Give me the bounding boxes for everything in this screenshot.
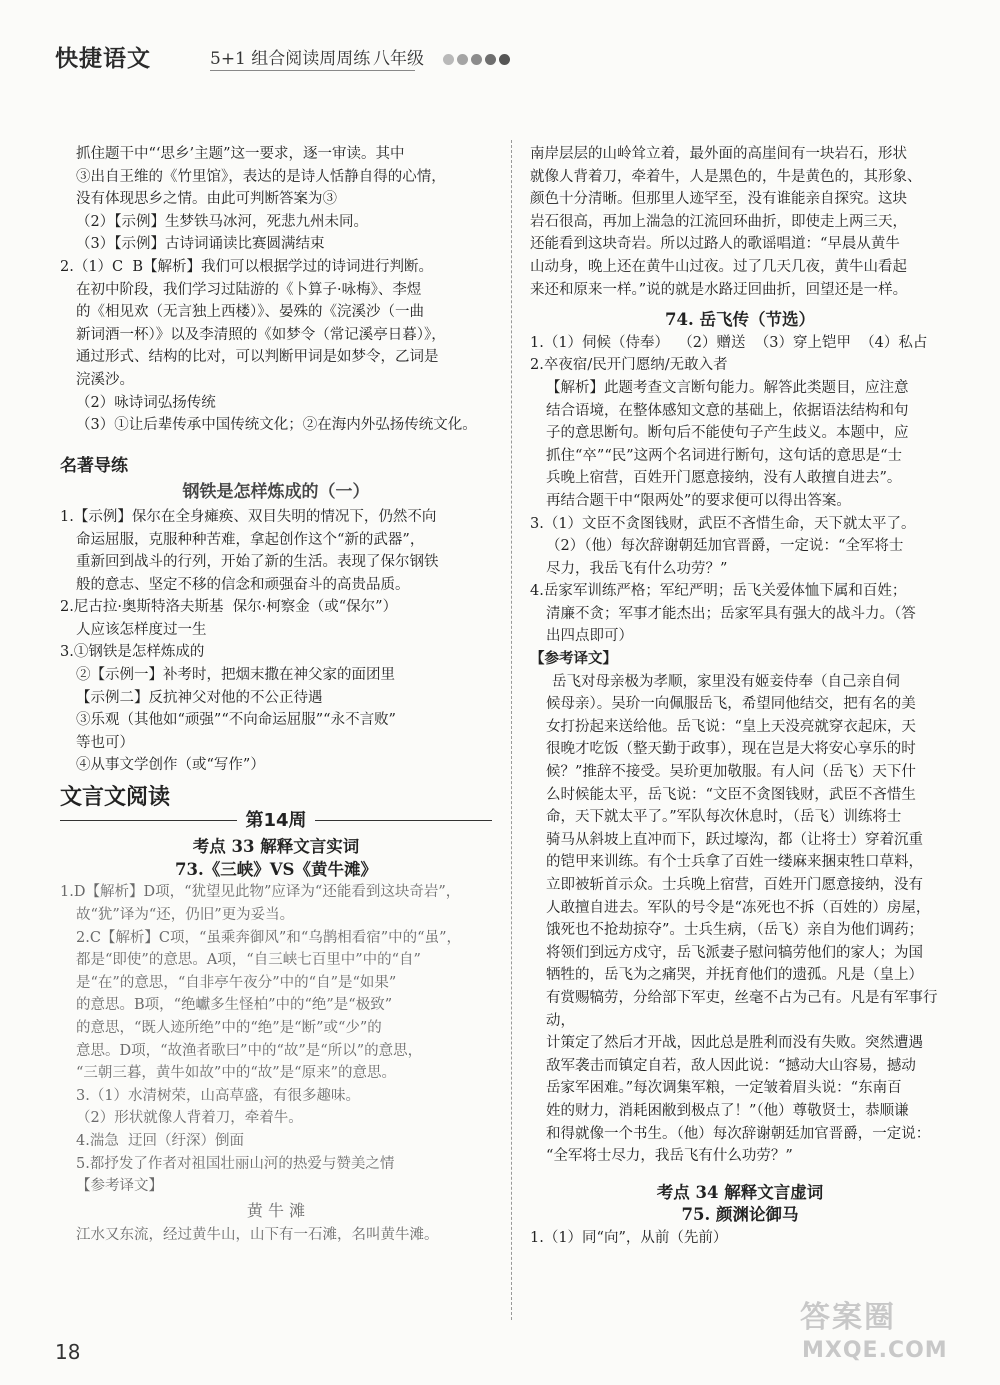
text-line: 都是“即使”的意思。A项，“自三峡七百里中”中的“自” <box>76 952 421 969</box>
text-line: 山动身，晚上还在黄牛山过夜。过了几天几夜，黄牛山看起 <box>530 258 907 275</box>
text-line: 抓住题干中“‘思乡’主题”这一要求，逐一审读。其中 <box>76 146 405 162</box>
watermark-text-top: 答案圈 <box>800 1300 896 1335</box>
text-line: 敌军袭击而镇定自若，敌人因此说：“撼动大山容易，撼动 <box>546 1057 916 1074</box>
translation-title: 黄 牛 滩 <box>246 1200 306 1220</box>
text-line: 3.（1）文臣不贪图钱财，武臣不吝惜生命，天下就太平了。 <box>530 515 916 532</box>
text-line: 在初中阶段，我们学习过陆游的《卜算子·咏梅》、李煜 <box>76 281 422 298</box>
answer-item2-b: （2）咏诗词弘扬传统 <box>76 394 216 411</box>
text-line: 3.（1）水清树荣，山高草盛，有很多趣味。 <box>76 1087 361 1104</box>
text-line: 姓的财力，消耗困敝到极点了！”（他）尊敬贤士，恭顺谦 <box>546 1102 909 1119</box>
text-line: 计策定了然后才开战，因此总是胜利而没有失败。突然遭遇 <box>546 1035 923 1052</box>
text-line: 有赏赐犒劳，分给部下军吏，丝毫不占为己有。凡是有军事行动， <box>546 989 938 1029</box>
answer-74-3 <box>530 513 950 581</box>
text-line: ③出自王维的《竹里馆》，表达的是诗人恬静自得的心情， <box>76 168 446 185</box>
text-line: ③乐观（其他如“顽强”“不向命运屈服”“永不言败” <box>76 712 396 729</box>
watermark-logo <box>800 1292 970 1372</box>
text-line: 将领们到远方戍守，岳飞派妻子慰问犒劳他们的家人；为国 <box>546 944 923 961</box>
mingzhu-answer-2 <box>60 596 492 641</box>
decorative-dot <box>485 54 496 65</box>
text-line: 么时候能太平，岳飞说：“文臣不贪图钱财，武臣不吝惜生 <box>546 786 916 803</box>
kaodian-33: 考点 33 解释文言实词 <box>192 837 360 857</box>
page-header <box>55 40 955 72</box>
answer-74-4 <box>530 580 950 648</box>
text-line: ②【示例一】补考时，把烟末撒在神父家的面团里 <box>76 667 395 684</box>
translation-continued <box>530 143 950 301</box>
answer-74-analysis <box>530 377 950 513</box>
answer-item2-c: （3）①让后辈传承中国传统文化；②在海内外弘扬传统文化。 <box>76 417 477 434</box>
week-heading <box>60 810 492 833</box>
text-line: 抓住“卒”“民”这两个名词进行断句，这句话的意思是“士 <box>546 447 903 464</box>
decorative-dot <box>443 54 454 65</box>
text-line: 5.都抒发了作者对祖国壮丽山河的热爱与赞美之情 <box>76 1155 395 1172</box>
week-rule-left <box>60 820 237 821</box>
text-line: 重新回到战斗的行列，开始了新的生活。表现了保尔钢铁 <box>76 554 439 571</box>
text-line: 子的意思断句。断句后不能使句子产生歧义。本题中，应 <box>546 425 909 442</box>
text-line: 3.①钢铁是怎样炼成的 <box>60 644 205 661</box>
text-line: “全军将士尽力，我岳飞有什么功劳？” <box>546 1148 793 1165</box>
text-line: 颜色十分清晰。但那里人迹罕至，没有谁能亲自探究。这块 <box>530 191 907 208</box>
text-line: 出四点即可） <box>546 628 633 645</box>
decorative-dot <box>457 54 468 65</box>
text-line: 候？”推辞不接受。吴玠更加敬服。有人问（岳飞）天下什 <box>546 764 916 781</box>
text-line: 1.【示例】保尔在全身瘫痪、双目失明的情况下，仍然不向 <box>60 508 437 525</box>
week-rule-right <box>315 820 492 821</box>
text-line: 般的意志、坚定不移的信念和顽强奋斗的高贵品质。 <box>76 576 410 593</box>
text-line: 饿死也不抢劫掠夺”。士兵生病，（岳飞）亲自为他们调药； <box>546 922 924 939</box>
answer-q2: （2）【示例】生梦铁马冰河，死悲九州未同。 <box>76 213 368 230</box>
right-column <box>530 143 950 1250</box>
text-line: （2）形状就像人背着刀，牵着牛。 <box>76 1110 303 1127</box>
text-line: 很晚才吃饭（整天勤于政事），现在岂是大将安心享乐的时 <box>546 741 916 758</box>
text-line: 的《相见欢（无言独上西楼）》、晏殊的《浣溪沙（一曲 <box>76 304 424 321</box>
answer-item2 <box>60 256 492 392</box>
text-line: 立即被斩首示众。士兵晚上宿营，百姓开门愿意接纳，没有 <box>546 877 923 893</box>
watermark-text-bottom: MXQE.COM <box>802 1338 948 1363</box>
text-line: 牺牲的，岳飞为之痛哭，并抚育他们的遗孤。凡是（皇上） <box>546 967 923 984</box>
text-line: 4.岳家军训练严格；军纪严明；岳飞关爱体恤下属和百姓； <box>530 583 907 600</box>
article-73-title: 73.《三峡》VS《黄牛滩》 <box>175 859 377 879</box>
text-line: 等也可） <box>76 734 134 751</box>
book-title: 钢铁是怎样炼成的（一） <box>182 482 370 503</box>
text-line: （2）（他）每次辞谢朝廷加官晋爵，一定说：“全军将士 <box>546 538 904 555</box>
text-line: 岳飞对母亲极为孝顺，家里没有姬妾侍奉（自己亲自伺 <box>552 673 900 690</box>
text-line: 的意思，“既人迹所绝”中的“绝”是“断”或“少”的 <box>76 1019 382 1036</box>
text-line: 南岸层层的山岭耸立着，最外面的高崖间有一块岩石，形状 <box>530 146 907 162</box>
page-number: 18 <box>55 1340 81 1364</box>
text-line: 2.（1）C B【解析】我们可以根据学过的诗词进行判断。 <box>60 258 434 275</box>
text-line: 和得就像一个书生。（他）每次辞谢朝廷加官晋爵，一定说： <box>546 1125 931 1142</box>
text-line: 1.D【解析】D项，“犹望见此物”应译为“还能看到这块奇岩”， <box>60 884 461 901</box>
text-line: 骑马从斜坡上直冲而下，跃过壕沟，都（让将士）穿着沉重 <box>546 831 923 848</box>
section-mingzhu: 名著导练 <box>60 455 128 476</box>
text-line: 2.C【解析】C项，“虽乘奔御风”和“乌鹊相看宿”中的“虽”， <box>76 929 461 946</box>
text-line: 清廉不贪；军事才能杰出；岳家军具有强大的战斗力。（答 <box>546 605 916 622</box>
column-divider <box>511 140 512 1320</box>
answer-74-2: 2.卒夜宿/民开门愿纳/无敢入者 <box>530 357 728 374</box>
text-line: 结合语境，在整体感知文意的基础上，依据语法结构和句 <box>546 402 909 419</box>
text-line: 女打扮起来送给他。岳飞说：“皇上天没亮就穿衣起床，天 <box>546 718 916 735</box>
text-line: 【解析】此题考查文言断句能力。解答此类题目，应注意 <box>546 379 909 396</box>
text-line: 故“犹”译为“还，仍旧”更为妥当。 <box>76 907 295 923</box>
series-title: 5+1 组合阅读周周练 <box>210 49 371 69</box>
text-line: 通过形式、结构的比对，可以判断甲词是如梦令，乙词是 <box>76 349 439 366</box>
answer-q3: （3）【示例】古诗词诵读比赛圆满结束 <box>76 236 325 253</box>
text-line: 尽力，我岳飞有什么功劳？” <box>546 560 728 577</box>
section-wenyan: 文言文阅读 <box>60 785 171 811</box>
grade-label: 八年级 <box>373 49 424 69</box>
text-line: 的意思。B项，“绝巘多生怪柏”中的“绝”是“极致” <box>76 997 393 1014</box>
text-line: 【示例二】反抗神父对他的不公正待遇 <box>76 689 323 706</box>
text-line: 【参考译文】 <box>76 1178 163 1195</box>
text-line: 新词酒一杯）》以及李清照的《如梦令（常记溪亭日暮）》， <box>76 326 446 343</box>
mingzhu-answer-1 <box>60 506 492 596</box>
text-line: 是“在”的意思，“自非亭午夜分”中的“自”是“如果” <box>76 974 397 991</box>
brand-title: 快捷语文 <box>55 46 151 72</box>
header-rule <box>210 70 415 71</box>
decorative-dot <box>499 54 510 65</box>
text-line: 来还和原来一样。”说的就是水路迂回曲折，回望还是一样。 <box>530 281 908 298</box>
article-73-answers <box>60 881 492 1197</box>
decorative-dot <box>471 54 482 65</box>
text-line: 2.尼古拉·奥斯特洛夫斯基 保尔·柯察金（或“保尔”） <box>60 599 398 616</box>
translation-first-line: 江水又东流，经过黄牛山，山下有一石滩，名叫黄牛滩。 <box>76 1227 439 1244</box>
text-line: 候母亲）。吴玠一向佩服岳飞，希望同他结交，把有名的美 <box>546 696 916 713</box>
week-label: 第14周 <box>245 809 307 831</box>
article-74-title: 74. 岳飞传（节选） <box>665 310 815 330</box>
text-line: 的铠甲来训练。有个士兵拿了百姓一缕麻来捆束牲口草料， <box>546 854 923 871</box>
text-line: 意思。D项，“故渔者歌曰”中的“故”是“所以”的意思， <box>76 1042 423 1059</box>
answer-75-1: 1.（1）同“向”，从前（先前） <box>530 1229 728 1246</box>
text-line: 岩石很高，再加上湍急的江流回环曲折，即使走上两三天， <box>530 213 907 230</box>
reference-translation <box>530 671 950 1168</box>
text-line: 人应该怎样度过一生 <box>76 621 207 638</box>
kaodian-34: 考点 34 解释文言虚词 <box>656 1182 824 1202</box>
text-line: 岳家军困难。”每次调集军粮，一定皱着眉头说：“东南百 <box>546 1080 902 1097</box>
decorative-dots <box>443 50 513 62</box>
text-line: ④从事文学创作（或“写作”） <box>76 757 265 774</box>
text-line: “三朝三暮，黄牛如故”中的“故”是“原来”的意思。 <box>76 1065 396 1082</box>
text-line: 就像人背着刀，牵着牛，人是黑色的，牛是黄色的，其形象、 <box>530 168 922 185</box>
text-line: 浣溪沙。 <box>76 371 134 388</box>
text-line: 4.湍急 迂回（纡深）倒面 <box>76 1132 245 1149</box>
answer-74-1: 1.（1）伺候（侍奉） （2）赠送 （3）穿上铠甲 （4）私占 <box>530 334 928 351</box>
text-line: 再结合题干中“限两处”的要求便可以得出答案。 <box>546 492 851 509</box>
article-75-title: 75. 颜渊论御马 <box>681 1205 799 1225</box>
intro-answer <box>60 143 492 211</box>
text-line: 命，天下就太平了。”军队每次休息时，（岳飞）训练将士 <box>546 809 902 826</box>
text-line: 兵晚上宿营，百姓开门愿意接纳，没有人敢擅自进去”。 <box>546 470 902 487</box>
text-line: 还能看到这块奇岩。所以过路人的歌谣唱道：“早晨从黄牛 <box>530 236 900 253</box>
text-line: 命运屈服，克服种种苦难，拿起创作这个“新的武器”， <box>76 531 425 548</box>
text-line: 人敢擅自进去。军队的号令是“冻死也不拆（百姓的）房屋， <box>546 899 931 916</box>
mingzhu-answer-3 <box>60 641 492 777</box>
text-line: 没有体现思乡之情。由此可判断答案为③ <box>76 191 337 208</box>
reference-translation-label: 【参考译文】 <box>530 650 617 668</box>
left-column <box>60 143 492 1247</box>
